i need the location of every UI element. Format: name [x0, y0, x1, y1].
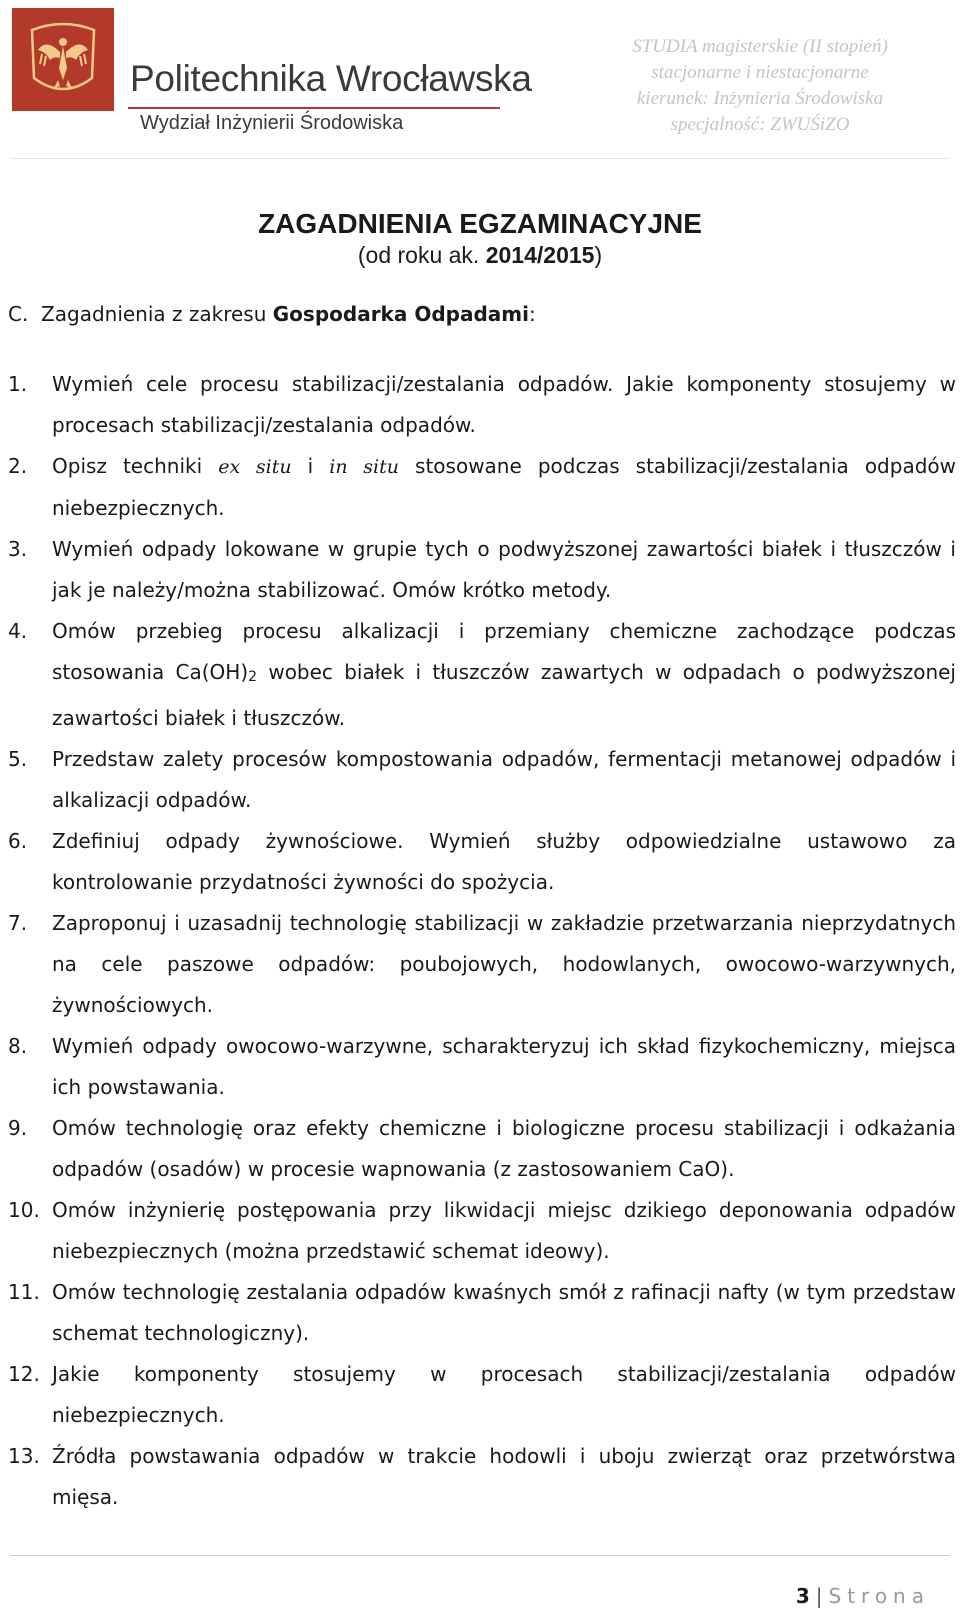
- question-text: Omów technologię zestalania odpadów kwaśnych smół z rafinacji nafty (w tym przedstaw schemat technologiczny).: [52, 1280, 956, 1345]
- section-heading: [8, 302, 536, 326]
- question-item: [8, 1272, 956, 1354]
- university-crest-logo: [12, 8, 114, 111]
- question-number: 6.: [8, 829, 28, 853]
- question-text: Omów inżynierię postępowania przy likwidacji miejsc dzikiego deponowania odpadów niebezpiecznych (można przedstawić schemat ideowy).: [52, 1198, 956, 1263]
- subtitle-suffix: ): [594, 242, 603, 268]
- question-text: Jakie komponenty stosujemy w procesach stabilizacji/zestalania odpadów niebezpiecznych.: [52, 1362, 956, 1427]
- question-item: [8, 529, 956, 611]
- page-header: [0, 0, 960, 160]
- section-suffix: :: [528, 302, 536, 326]
- question-number: 5.: [8, 747, 28, 771]
- question-text: Przedstaw zalety procesów kompostowania odpadów, fermentacji metanowej odpadów i alkalizacji odpadów.: [52, 747, 956, 812]
- question-item: [8, 739, 956, 821]
- question-number: 2.: [8, 454, 28, 478]
- question-text: Zaproponuj i uzasadnij technologię stabilizacji w zakładzie przetwarzania nieprzydatnych na cele paszowe odpadów: poubojowych, hodowlanych, owocowo-warzywnych, żywnościowych.: [52, 911, 956, 1017]
- question-list: [8, 364, 956, 1518]
- question-text: [52, 611, 956, 739]
- question-text-part: i: [291, 454, 330, 478]
- academic-year: 2014/2015: [485, 242, 595, 268]
- program-info: [600, 34, 920, 138]
- faculty-name: Wydział Inżynierii Środowiska: [140, 112, 404, 134]
- question-text: [52, 446, 956, 529]
- question-item: [8, 1108, 956, 1190]
- question-number: 4.: [8, 619, 28, 643]
- logo-divider: [128, 107, 500, 109]
- program-line: specjalność: ZWUŚiZO: [670, 114, 850, 135]
- document-subtitle: [0, 242, 960, 269]
- footer-divider: [10, 1555, 950, 1556]
- question-text: Wymień odpady lokowane w grupie tych o podwyższonej zawartości białek i tłuszczów i jak je należy/można stabilizować. Omów krótko metody.: [52, 537, 956, 602]
- subtitle-prefix: (od roku ak.: [357, 242, 486, 268]
- question-item: [8, 1190, 956, 1272]
- question-item: [8, 1354, 956, 1436]
- header-divider: [10, 158, 950, 159]
- subscript: 2: [248, 669, 258, 685]
- program-line: stacjonarne i niestacjonarne: [651, 62, 869, 83]
- latin-term: in situ: [329, 456, 399, 478]
- footer-separator: |: [815, 1584, 823, 1608]
- question-item: [8, 611, 956, 739]
- question-text: Omów technologię oraz efekty chemiczne i biologiczne procesu stabilizacji i odkażania odpadów (osadów) w procesie wapnowania (z zastosowaniem CaO).: [52, 1116, 956, 1181]
- question-text: Źródła powstawania odpadów w trakcie hodowli i uboju zwierząt oraz przetwórstwa mięsa.: [52, 1444, 956, 1509]
- question-number: 12.: [8, 1362, 40, 1386]
- question-number: 10.: [8, 1198, 40, 1222]
- question-item: [8, 446, 956, 529]
- university-name: Politechnika Wrocławska: [130, 58, 532, 99]
- question-number: 1.: [8, 372, 28, 396]
- question-number: 11.: [8, 1280, 40, 1304]
- question-item: [8, 903, 956, 1026]
- page-footer: [796, 1584, 930, 1608]
- question-text: Zdefiniuj odpady żywnościowe. Wymień służby odpowiedzialne ustawowo za kontrolowanie przydatności żywności do spożycia.: [52, 829, 956, 894]
- question-text: Wymień odpady owocowo-warzywne, scharakteryzuj ich skład fizykochemiczny, miejsca ich powstawania.: [52, 1034, 956, 1099]
- question-number: 7.: [8, 911, 28, 935]
- section-prefix: C. Zagadnienia z zakresu: [8, 302, 273, 326]
- page-word: Strona: [828, 1584, 930, 1608]
- latin-term: ex situ: [218, 456, 292, 478]
- question-item: [8, 1436, 956, 1518]
- question-text-part: Opisz techniki: [52, 454, 219, 478]
- question-item: [8, 821, 956, 903]
- question-number: 3.: [8, 537, 28, 561]
- program-line: kierunek: Inżynieria Środowiska: [636, 88, 884, 109]
- program-line: STUDIA magisterskie (II stopień): [632, 36, 888, 57]
- question-item: [8, 364, 956, 446]
- question-text: Wymień cele procesu stabilizacji/zestalania odpadów. Jakie komponenty stosujemy w procesach stabilizacji/zestalania odpadów.: [52, 372, 956, 437]
- question-number: 13.: [8, 1444, 40, 1468]
- question-text-part: Omów przebieg procesu alkalizacji i przemiany chemiczne zachodzące podczas stosowania Ca(OH): [52, 619, 956, 684]
- document-title: ZAGADNIENIA EGZAMINACYJNE: [258, 208, 702, 239]
- question-text-part: wobec białek i tłuszczów zawartych w odpadach o podwyższonej zawartości białek i tłuszczów.: [52, 660, 956, 730]
- question-item: [8, 1026, 956, 1108]
- eagle-emblem-icon: [12, 8, 114, 111]
- question-text-part: stosowane podczas stabilizacji/zestalania odpadów niebezpiecznych.: [52, 454, 956, 520]
- question-number: 8.: [8, 1034, 28, 1058]
- question-number: 9.: [8, 1116, 28, 1140]
- section-topic: Gospodarka Odpadami: [272, 302, 529, 326]
- page-number: 3: [795, 1584, 810, 1608]
